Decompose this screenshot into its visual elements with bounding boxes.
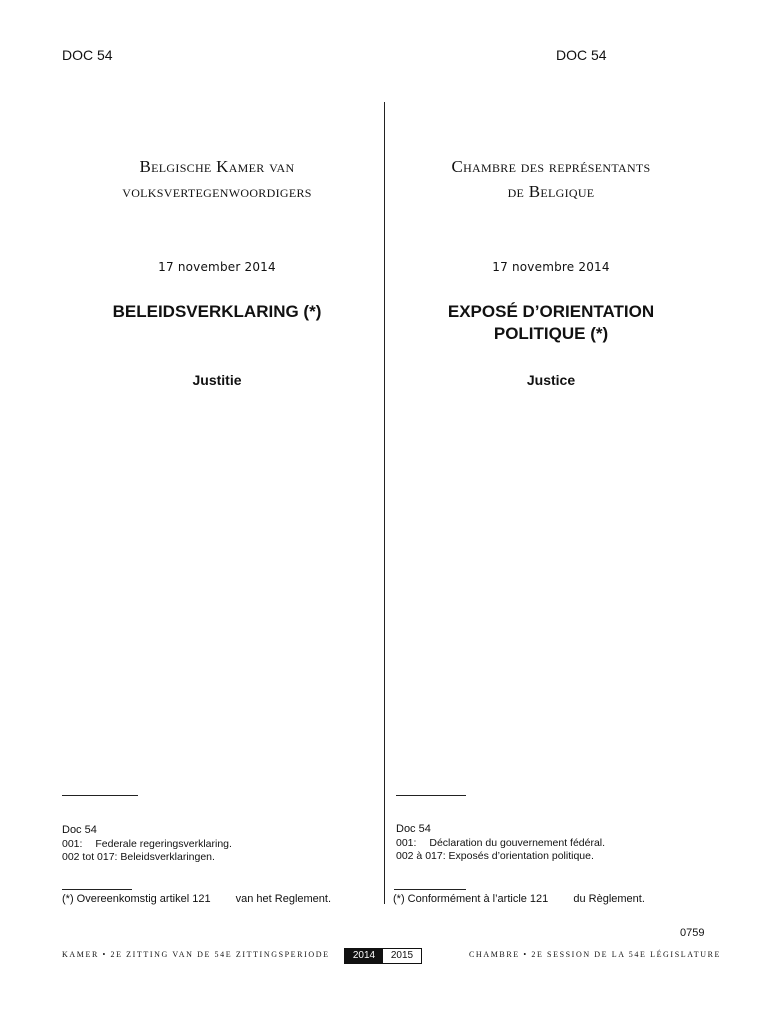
left-title: BELEIDSVERKLARING (*) bbox=[112, 302, 322, 321]
right-separator-rule bbox=[396, 795, 466, 796]
left-footnote-tail: van het Reglement. bbox=[235, 893, 332, 905]
right-footnote bbox=[393, 893, 645, 905]
right-footnote-tail: du Règlement. bbox=[573, 893, 645, 905]
footer-session-years bbox=[344, 948, 422, 964]
left-institution-line1: Belgische Kamer van bbox=[139, 157, 295, 176]
left-separator-rule bbox=[62, 795, 138, 796]
right-topic: Justice bbox=[526, 372, 576, 388]
right-ref-002: 002 à 017: Exposés d’orientation politique. bbox=[396, 850, 594, 862]
left-ref-001-text: Federale regeringsverklaring. bbox=[95, 838, 232, 850]
right-footnote-main: (*) Conformément à l’article 121 bbox=[393, 893, 549, 905]
left-date: 17 november 2014 bbox=[158, 260, 276, 274]
left-doc-label: DOC 54 bbox=[62, 47, 113, 63]
left-footnote-rule bbox=[62, 889, 132, 890]
column-divider bbox=[384, 102, 385, 904]
left-footnote bbox=[62, 893, 331, 905]
left-footnote-main: (*) Overeenkomstig artikel 121 bbox=[62, 893, 211, 905]
right-ref-001-num: 001: bbox=[396, 837, 417, 849]
footer-right-text: CHAMBRE • 2E SESSION DE LA 54E LÉGISLATURE bbox=[469, 950, 722, 959]
document-code: 0759 bbox=[680, 927, 705, 939]
footer-year-start: 2014 bbox=[345, 949, 383, 963]
left-institution bbox=[52, 154, 382, 204]
right-institution-line1: Chambre des représentants bbox=[451, 157, 651, 176]
footer-year-end: 2015 bbox=[390, 950, 414, 961]
right-title-line1: EXPOSÉ D’ORIENTATION bbox=[447, 302, 655, 321]
left-doc-ref: Doc 54 bbox=[62, 824, 97, 836]
left-ref-001-num: 001: bbox=[62, 838, 83, 850]
right-title-line2: POLITIQUE (*) bbox=[493, 324, 609, 343]
left-ref-002: 002 tot 017: Beleidsverklaringen. bbox=[62, 851, 215, 863]
right-doc-ref: Doc 54 bbox=[396, 823, 431, 835]
left-institution-line2: volksvertegenwoordigers bbox=[122, 182, 312, 201]
right-footnote-rule bbox=[394, 889, 466, 890]
right-title bbox=[386, 301, 716, 345]
right-doc-label: DOC 54 bbox=[556, 47, 607, 63]
footer-left-text: KAMER • 2E ZITTING VAN DE 54E ZITTINGSPERIODE bbox=[62, 950, 330, 959]
right-institution bbox=[386, 154, 716, 204]
right-ref-001 bbox=[396, 837, 605, 849]
right-institution-line2: de Belgique bbox=[507, 182, 595, 201]
right-ref-001-text: Déclaration du gouvernement fédéral. bbox=[429, 837, 606, 849]
left-topic: Justitie bbox=[192, 372, 242, 388]
right-date: 17 novembre 2014 bbox=[492, 260, 610, 274]
left-ref-001 bbox=[62, 838, 232, 850]
